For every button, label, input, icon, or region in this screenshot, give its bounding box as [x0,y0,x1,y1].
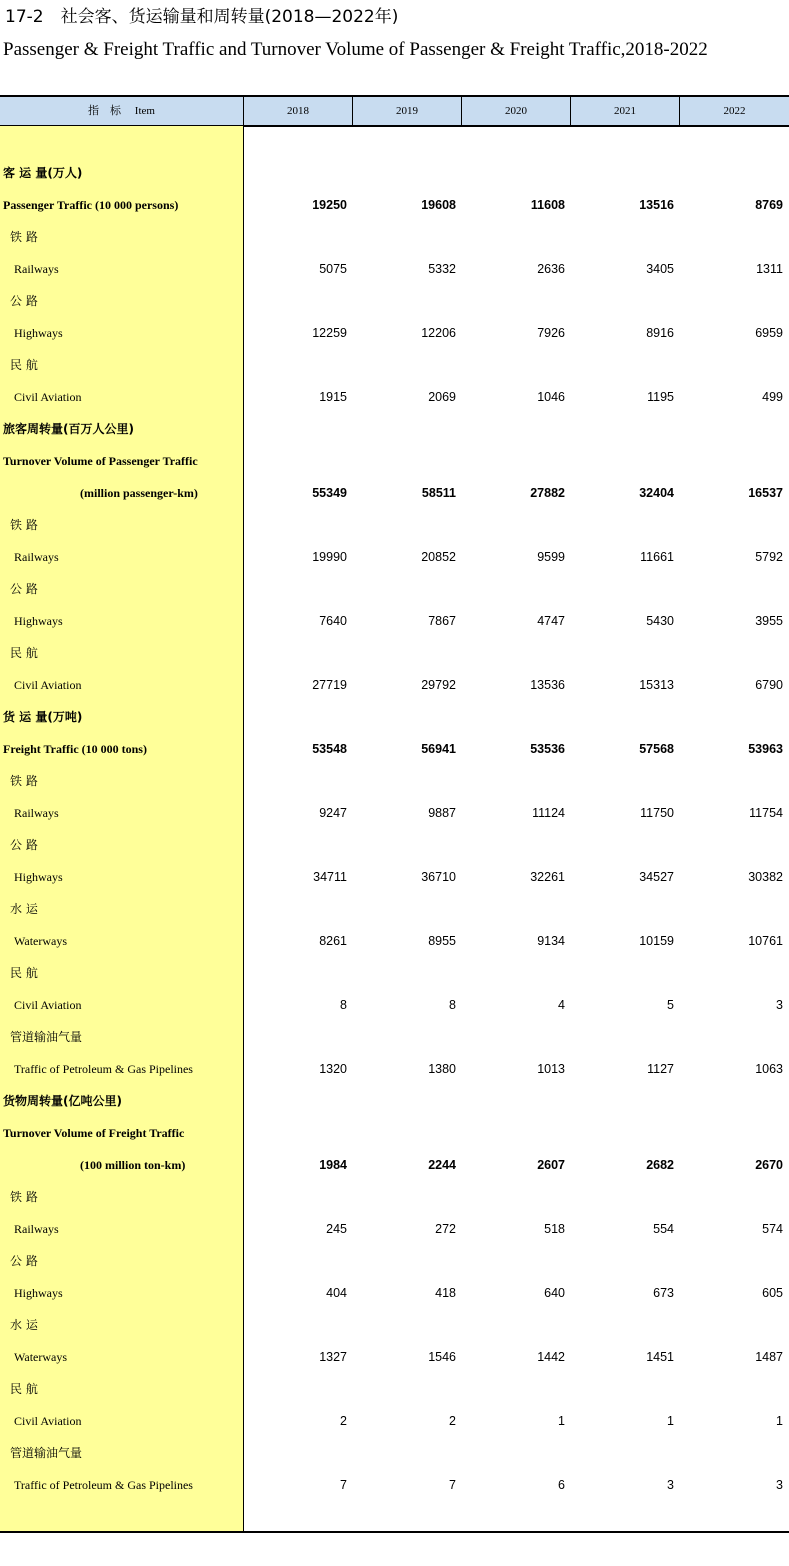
table-row [0,765,789,797]
table-row [0,1245,789,1277]
row-label: Freight Traffic (10 000 tons) [3,742,147,756]
table-row [0,285,789,317]
cell-value-2018: 19250 [312,198,347,212]
cell-value-2021: 15313 [639,678,674,692]
cell-value-2020: 4747 [537,614,565,628]
row-label: 公 路 [10,582,38,596]
cell-value-2022: 6790 [755,678,783,692]
cell-value-2021: 32404 [639,486,674,500]
cell-value-2021: 2682 [646,1158,674,1172]
cell-value-2021: 3405 [646,262,674,276]
row-label: Civil Aviation [14,998,82,1012]
cell-value-2021: 5 [667,998,674,1012]
row-label: Civil Aviation [14,390,82,404]
table-row [0,1341,789,1373]
cell-value-2018: 8 [340,998,347,1012]
row-label: 铁 路 [10,774,38,788]
cell-value-2018: 5075 [319,262,347,276]
table-row [0,1373,789,1405]
row-label: Railways [14,806,59,820]
cell-value-2018: 1984 [319,1158,347,1172]
table-row [0,1437,789,1469]
cell-value-2018: 1327 [319,1350,347,1364]
cell-value-2018: 404 [326,1286,347,1300]
row-label: 民 航 [10,646,38,660]
cell-value-2022: 16537 [748,486,783,500]
cell-value-2019: 1380 [428,1062,456,1076]
table-row [0,413,789,445]
cell-value-2019: 5332 [428,262,456,276]
row-label: 铁 路 [10,1190,38,1204]
table-row [0,1181,789,1213]
cell-value-2020: 6 [558,1478,565,1492]
cell-value-2019: 418 [435,1286,456,1300]
row-label: 管道输油气量 [10,1030,83,1044]
header-year-2019: 2019 [353,97,462,125]
cell-value-2021: 1 [667,1414,674,1428]
row-label: Highways [14,326,63,340]
cell-value-2019: 56941 [421,742,456,756]
cell-value-2018: 2 [340,1414,347,1428]
row-label: (100 million ton-km) [80,1158,186,1172]
cell-value-2021: 11750 [640,806,674,820]
header-row [0,97,789,125]
row-label: Highways [14,1286,63,1300]
table-row [0,829,789,861]
cell-value-2021: 1195 [647,390,674,404]
cell-value-2021: 673 [653,1286,674,1300]
cell-value-2022: 53963 [748,742,783,756]
table-row [0,957,789,989]
cell-value-2021: 1451 [646,1350,674,1364]
cell-value-2020: 32261 [530,870,565,884]
cell-value-2020: 640 [544,1286,565,1300]
table-row [0,157,789,189]
cell-value-2020: 53536 [530,742,565,756]
row-label: 民 航 [10,966,38,980]
table-row [0,221,789,253]
cell-value-2019: 2244 [428,1158,456,1172]
cell-value-2019: 7867 [428,614,456,628]
cell-value-2019: 2069 [428,390,456,404]
row-label: 货 运 量(万吨) [3,710,83,724]
table-row [0,893,789,925]
row-label: Civil Aviation [14,1414,82,1428]
cell-value-2022: 1063 [755,1062,783,1076]
cell-value-2020: 27882 [530,486,565,500]
cell-value-2022: 3 [776,998,783,1012]
cell-value-2021: 5430 [646,614,674,628]
row-label: Waterways [14,934,68,948]
cell-value-2019: 58511 [421,486,456,500]
row-label: 公 路 [10,294,38,308]
cell-value-2018: 55349 [312,486,347,500]
cell-value-2021: 34527 [639,870,674,884]
cell-value-2022: 8769 [755,198,783,212]
cell-value-2018: 34711 [313,870,347,884]
statistics-table [0,95,789,1533]
row-label: Traffic of Petroleum & Gas Pipelines [14,1478,193,1492]
row-label: 民 航 [10,1382,38,1396]
row-label: Civil Aviation [14,678,82,692]
cell-value-2018: 1915 [319,390,347,404]
cell-value-2020: 9134 [537,934,565,948]
cell-value-2020: 1 [558,1414,565,1428]
row-label: Railways [14,262,59,276]
cell-value-2020: 7926 [537,326,565,340]
table-title-english: Passenger & Freight Traffic and Turnover Volume of Passenger & Freight Traffic,2018-2022 [3,39,708,60]
cell-value-2020: 1442 [537,1350,565,1364]
cell-value-2018: 19990 [312,550,347,564]
row-label: 客 运 量(万人) [3,166,83,180]
table-row [0,925,789,957]
cell-value-2021: 11661 [640,550,674,564]
table-row [0,349,789,381]
cell-value-2019: 12206 [421,326,456,340]
cell-value-2021: 8916 [646,326,674,340]
row-label: Passenger Traffic (10 000 persons) [3,198,179,212]
row-label: (million passenger-km) [80,486,198,500]
cell-value-2021: 57568 [639,742,674,756]
table-row [0,1469,789,1501]
row-label: 旅客周转量(百万人公里) [3,422,134,436]
cell-value-2022: 574 [762,1222,783,1236]
row-label: Turnover Volume of Freight Traffic [3,1126,185,1140]
table-row [0,1053,789,1085]
table-row [0,701,789,733]
cell-value-2022: 3 [776,1478,783,1492]
table-row [0,1277,789,1309]
cell-value-2020: 9599 [537,550,565,564]
table-row [0,605,789,637]
cell-value-2022: 2670 [755,1158,783,1172]
header-item: 指 标 Item [0,97,244,125]
cell-value-2020: 2607 [537,1158,565,1172]
table-row [0,989,789,1021]
row-label: 货物周转量(亿吨公里) [3,1094,122,1108]
cell-value-2019: 9887 [428,806,456,820]
cell-value-2019: 7 [449,1478,456,1492]
cell-value-2018: 8261 [319,934,347,948]
cell-value-2018: 7640 [319,614,347,628]
cell-value-2022: 10761 [748,934,783,948]
cell-value-2019: 1546 [428,1350,456,1364]
row-label: Highways [14,870,63,884]
cell-value-2022: 1 [776,1414,783,1428]
cell-value-2018: 9247 [319,806,347,820]
cell-value-2020: 518 [544,1222,565,1236]
header-year-2021: 2021 [571,97,680,125]
cell-value-2022: 3955 [755,614,783,628]
cell-value-2021: 554 [653,1222,674,1236]
cell-value-2018: 7 [340,1478,347,1492]
table-row [0,861,789,893]
table-row [0,1149,789,1181]
cell-value-2021: 1127 [647,1062,674,1076]
row-label: Railways [14,1222,59,1236]
row-label: 管道输油气量 [10,1446,83,1460]
table-row [0,573,789,605]
table-row [0,1213,789,1245]
row-label: 铁 路 [10,518,38,532]
cell-value-2020: 4 [558,998,565,1012]
row-label: Traffic of Petroleum & Gas Pipelines [14,1062,193,1076]
cell-value-2019: 29792 [421,678,456,692]
cell-value-2021: 3 [667,1478,674,1492]
table-row [0,1405,789,1437]
cell-value-2018: 12259 [312,326,347,340]
cell-value-2019: 36710 [421,870,456,884]
table-row [0,1309,789,1341]
table-row [0,253,789,285]
cell-value-2018: 53548 [312,742,347,756]
table-title-chinese: 17-2 社会客、货运输量和周转量(2018—2022年) [5,7,399,27]
cell-value-2019: 8 [449,998,456,1012]
table-row [0,445,789,477]
cell-value-2020: 11608 [530,198,565,212]
cell-value-2018: 27719 [312,678,347,692]
header-year-2018: 2018 [244,97,353,125]
cell-value-2022: 11754 [749,806,783,820]
header-year-2020: 2020 [462,97,571,125]
table-row [0,669,789,701]
table-row [0,381,789,413]
table-row [0,189,789,221]
row-label: 水 运 [10,902,38,916]
row-label: 公 路 [10,838,38,852]
row-label: 铁 路 [10,230,38,244]
cell-value-2020: 1046 [537,390,565,404]
row-label: 民 航 [10,358,38,372]
cell-value-2022: 499 [762,390,783,404]
cell-value-2019: 19608 [421,198,456,212]
cell-value-2022: 5792 [755,550,783,564]
cell-value-2020: 1013 [537,1062,565,1076]
row-label: 水 运 [10,1318,38,1332]
table-bottom-rule [0,1531,789,1533]
table-row [0,317,789,349]
row-label: Railways [14,550,59,564]
cell-value-2019: 8955 [428,934,456,948]
row-label: Highways [14,614,63,628]
cell-value-2022: 6959 [755,326,783,340]
cell-value-2022: 1487 [755,1350,783,1364]
row-label: 公 路 [10,1254,38,1268]
table-row [0,541,789,573]
cell-value-2018: 245 [326,1222,347,1236]
table-row [0,477,789,509]
cell-value-2022: 605 [762,1286,783,1300]
cell-value-2022: 1311 [756,262,783,276]
row-label: Turnover Volume of Passenger Traffic [3,454,198,468]
table-row [0,637,789,669]
table-row [0,1117,789,1149]
table-row [0,1085,789,1117]
table-row [0,797,789,829]
cell-value-2018: 1320 [319,1062,347,1076]
cell-value-2019: 2 [449,1414,456,1428]
table-row [0,733,789,765]
row-label: Waterways [14,1350,68,1364]
cell-value-2021: 13516 [639,198,674,212]
cell-value-2020: 11124 [532,806,565,820]
header-year-2022: 2022 [723,105,746,117]
table-row [0,1021,789,1053]
table-row [0,509,789,541]
cell-value-2020: 13536 [530,678,565,692]
cell-value-2022: 30382 [748,870,783,884]
cell-value-2020: 2636 [537,262,565,276]
cell-value-2021: 10159 [639,934,674,948]
cell-value-2019: 272 [435,1222,456,1236]
cell-value-2019: 20852 [421,550,456,564]
